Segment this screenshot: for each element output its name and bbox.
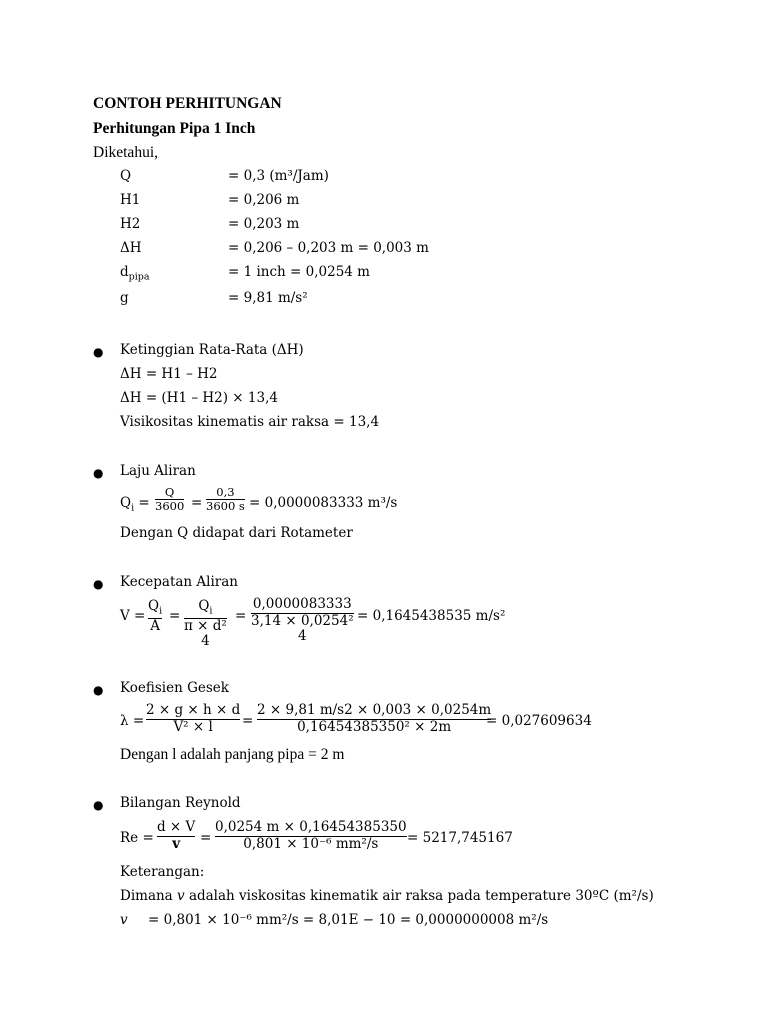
sec5-frac2-den: 0,801 × 10⁻⁶ mm²/s [243, 835, 379, 852]
sec2-frac2-den: 3600 s [206, 499, 245, 514]
sec3-frac2-den-top: π × d² [184, 617, 227, 634]
sec3-frac1-num: $Q_i$ [148, 598, 163, 617]
equals-sign: = [191, 495, 203, 511]
sec5-lhs: Re = [120, 830, 154, 846]
sec4-frac1-den: V² × l [173, 718, 213, 735]
sec4-frac2-den: 0,16454385350² × 2m [297, 718, 452, 735]
sec4-note: Dengan l adalah panjang pipa = 2 m [120, 746, 345, 763]
bullet-icon: ● [93, 798, 104, 812]
sec3-frac3-den-top: 3,14 × 0,0254² [251, 612, 354, 629]
sec5-result: = 5217,745167 [407, 830, 513, 846]
sec2-frac1-num: Q [164, 485, 175, 499]
sec2-frac2 [206, 486, 245, 513]
bullet-icon: ● [93, 683, 104, 697]
equals-sign: = [242, 713, 254, 729]
equals-sign: = [169, 608, 181, 624]
sec5-ket-label: Keterangan: [120, 864, 205, 880]
sec3-frac1 [148, 599, 162, 634]
known-value-dpipa: = 1 inch = 0,0254 m [228, 264, 370, 280]
sec5-frac1 [157, 820, 195, 852]
sec4-result: = 0,027609634 [486, 713, 592, 729]
sec4-frac2 [257, 703, 491, 735]
sec3-result: = 0,1645438535 m/s² [357, 608, 506, 624]
sec3-frac3-den-bot: 4 [298, 628, 307, 645]
known-name-g: g [120, 290, 129, 306]
sec2-frac1 [155, 486, 184, 513]
sec2-result: = 0,0000083333 m³/s [249, 495, 398, 511]
sec1-line2: ΔH = (H1 – H2) × 13,4 [120, 390, 278, 406]
known-value-dh: = 0,206 – 0,203 m = 0,003 m [228, 240, 429, 256]
known-value-g: = 9,81 m/s² [228, 290, 308, 306]
sec2-frac2-num: 0,3 [216, 485, 235, 499]
known-sub-pipa: pipa [128, 271, 150, 283]
page-subheading: Perhitungan Pipa 1 Inch [93, 120, 256, 137]
sec3-title: Kecepatan Aliran [120, 574, 238, 590]
sec5-frac1-num: d × V [157, 819, 196, 835]
sec3-frac2-num: $Q_i$ [198, 598, 213, 617]
sec2-lhs: $Q_i$ = [120, 495, 150, 514]
equals-sign: = [200, 830, 212, 846]
sec5-frac2 [215, 820, 407, 852]
sec5-nu-line: = 0,801 × 10⁻⁶ mm²/s = 8,01E − 10 = 0,0000000008 m²/s [148, 912, 549, 928]
known-name-dpipa: $d_{pipa}$ [120, 264, 150, 283]
known-value-h2: = 0,203 m [228, 216, 300, 232]
sec5-title: Bilangan Reynold [120, 795, 241, 811]
sec1-line3: Visikositas kinematis air raksa = 13,4 [120, 414, 380, 430]
equals-sign: = [235, 608, 247, 624]
sec5-frac1-den: v [172, 835, 181, 852]
sec5-frac2-num: 0,0254 m × 0,16454385350 [215, 819, 407, 835]
sec5-nu-symbol: 𝑣 [120, 912, 128, 928]
bullet-icon: ● [93, 345, 104, 359]
known-value-q: = 0,3 (m³/Jam) [228, 168, 329, 184]
sec3-frac1-den: A [150, 617, 160, 634]
sec4-lhs: λ = [120, 713, 145, 729]
bullet-icon: ● [93, 577, 104, 591]
sec3-frac2-den-bot: 4 [201, 633, 210, 650]
sec3-frac2-num-sub: i [209, 605, 213, 617]
bullet-icon: ● [93, 466, 104, 480]
sec1-line1: ΔH = H1 – H2 [120, 366, 218, 382]
known-name-dh: ΔH [120, 240, 142, 256]
sec3-frac2 [184, 599, 227, 650]
sec2-lhs-sub: i [131, 502, 135, 514]
sec5-ket-line: Dimana 𝑣 adalah viskositas kinematik air raksa pada temperature 30ºC (m²/s) [120, 888, 654, 904]
sec2-title: Laju Aliran [120, 463, 196, 479]
sec4-frac1 [146, 703, 240, 735]
sec3-lhs: V = [120, 608, 146, 624]
sec2-frac1-den: 3600 [155, 499, 185, 514]
sec3-frac3 [251, 597, 354, 645]
sec4-title: Koefisien Gesek [120, 680, 229, 696]
sec1-title: Ketinggian Rata-Rata (ΔH) [120, 342, 304, 358]
sec3-frac1-num-sub: i [159, 605, 163, 617]
sec2-note: Dengan Q didapat dari Rotameter [120, 525, 353, 541]
sec4-frac1-num: 2 × g × h × d [146, 702, 241, 718]
known-name-q: Q [120, 168, 132, 184]
known-name-h2: H2 [120, 216, 141, 232]
known-name-h1: H1 [120, 192, 141, 208]
sec4-frac2-num: 2 × 9,81 m/s2 × 0,003 × 0,0254m [257, 702, 492, 718]
page-heading: CONTOH PERHITUNGAN [93, 95, 282, 112]
known-label: Diketahui, [93, 144, 158, 161]
known-value-h1: = 0,206 m [228, 192, 300, 208]
sec3-frac3-num: 0,0000083333 [252, 596, 352, 612]
